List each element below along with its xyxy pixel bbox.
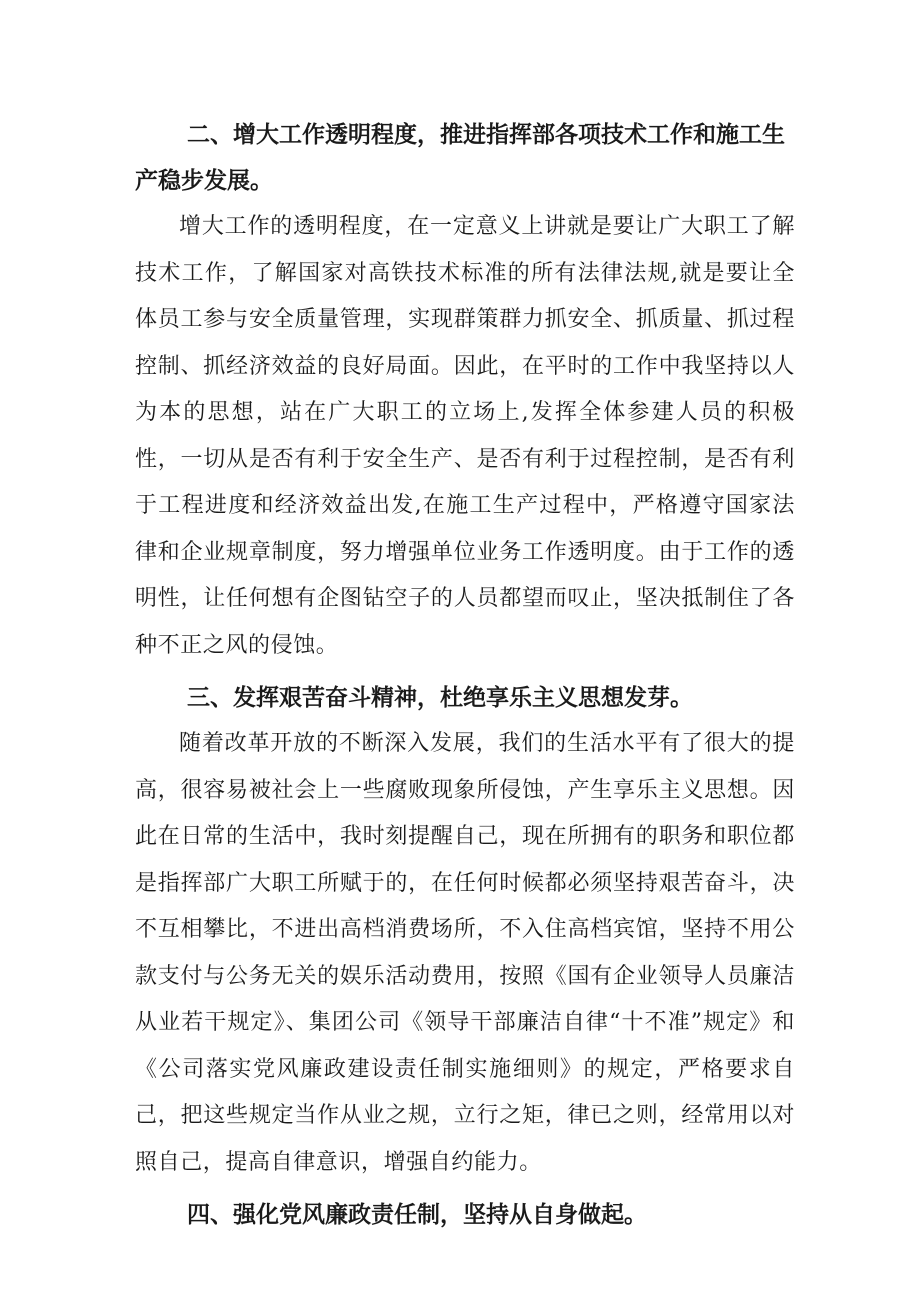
section-heading-4: 四、强化党风廉政责任制，坚持从自身做起。	[187, 1202, 647, 1228]
section-heading-3: 三、发挥艰苦奋斗精神，杜绝享乐主义思想发芽。	[187, 685, 693, 711]
section-heading-2: 二、增大工作透明程度，推进指挥部各项技术工作和施工生产稳步发展。	[135, 122, 785, 194]
document-body	[135, 112, 795, 1238]
section-paragraph-3: 随着改革开放的不断深入发展，我们的生活水平有了很大的提高，很容易被社会上一些腐败现象所侵蚀，产生享乐主义思想。因此在日常的生活中，我时刻提醒自己，现在所拥有的职务和职位都是指挥部广大职工所赋于的，在任何时候都必须坚持艰苦奋斗，决不互相攀比，不进出高档消费场所，不入住高档宾馆，坚持不用公款支付与公务无关的娱乐活动费用，按照《国有企业领导人员廉洁从业若干规定》、集团公司《领导干部廉洁自律“十不准”规定》和《公司落实党风廉政建设责任制实施细则》的规定，严格要求自己，把这些规定当作从业之规，立行之矩，律已之则，经常用以对照自己，提高自律意识，增强自约能力。	[135, 731, 795, 1175]
section-paragraph-2: 增大工作的透明程度，在一定意义上讲就是要让广大职工了解技术工作，了解国家对高铁技术标准的所有法律法规,就是要让全体员工参与安全质量管理，实现群策群力抓安全、抓质量、抓过程控制、抓经济效益的良好局面。因此，在平时的工作中我坚持以人为本的思想，站在广大职工的立场上,发挥全体参建人员的积极性，一切从是否有利于安全生产、是否有利于过程控制，是否有利于工程进度和经济效益出发,在施工生产过程中，严格遵守国家法律和企业规章制度，努力增强单位业务工作透明度。由于工作的透明性，让任何想有企图钻空子的人员都望而叹止，坚决抵制住了各种不正之风的侵蚀。	[135, 214, 795, 658]
